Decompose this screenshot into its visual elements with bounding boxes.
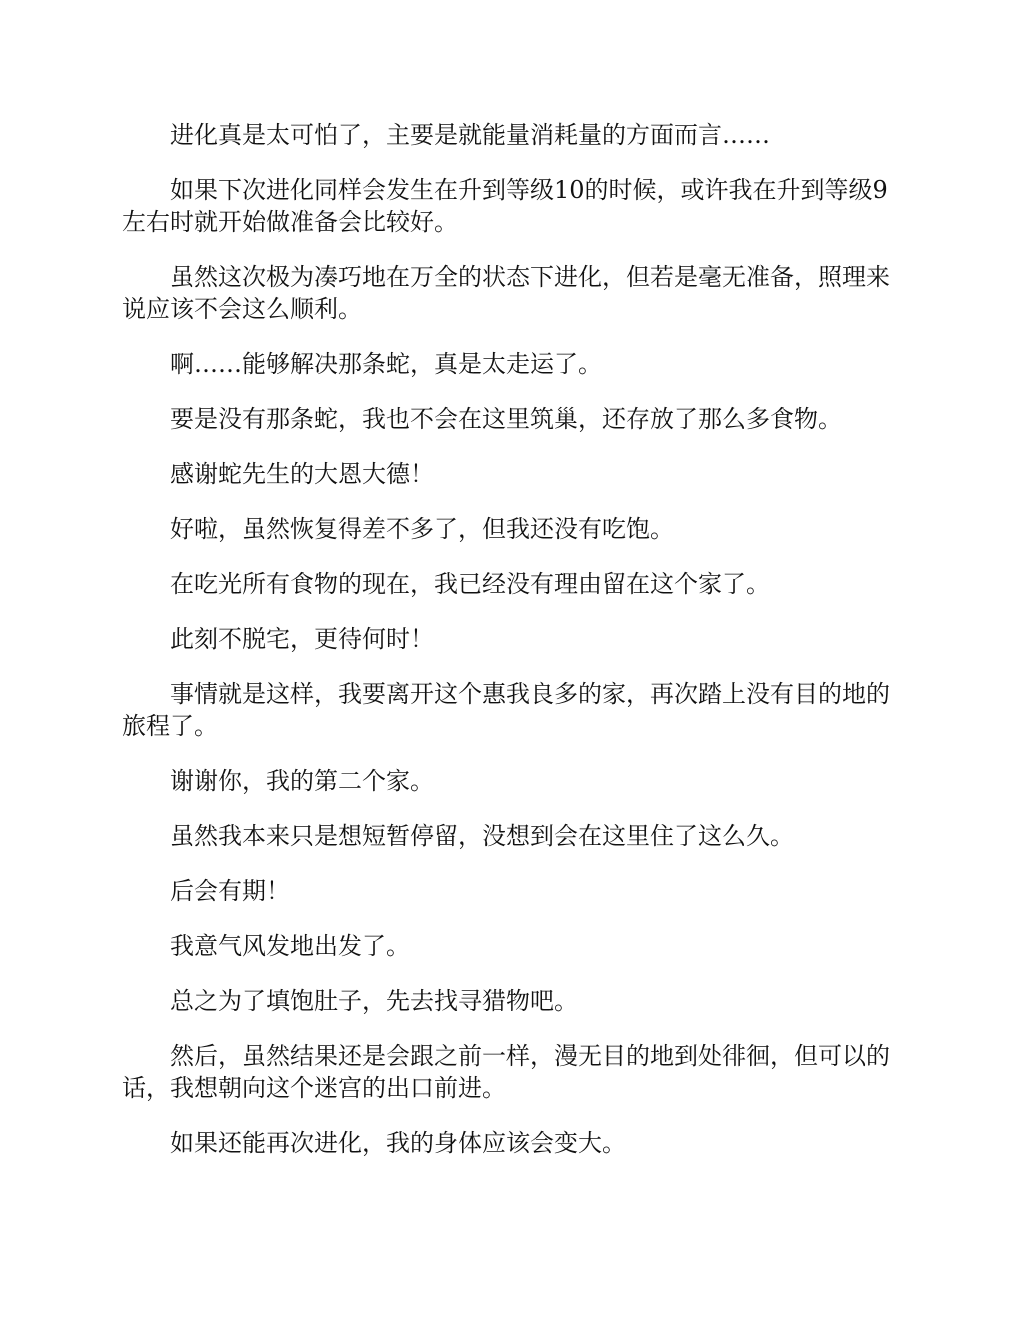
- paragraph: 此刻不脱宅，更待何时！: [170, 625, 434, 653]
- paragraph: 谢谢你，我的第二个家。: [170, 767, 434, 795]
- paragraph: 我意气风发地出发了。: [170, 932, 410, 960]
- paragraph: 如果下次进化同样会发生在升到等级10的时候，或许我在升到等级9左右时就开始做准备会比较好。: [122, 176, 888, 236]
- paragraph: 在吃光所有食物的现在，我已经没有理由留在这个家了。: [170, 570, 770, 598]
- paragraph: 事情就是这样，我要离开这个惠我良多的家，再次踏上没有目的地的旅程了。: [122, 680, 890, 740]
- document-body: [122, 119, 898, 1182]
- paragraph: 感谢蛇先生的大恩大德！: [170, 460, 434, 488]
- paragraph: 然后，虽然结果还是会跟之前一样，漫无目的地到处徘徊，但可以的话，我想朝向这个迷宫的出口前进。: [122, 1042, 890, 1102]
- paragraph: 虽然我本来只是想短暂停留，没想到会在这里住了这么久。: [170, 822, 794, 850]
- paragraph: 如果还能再次进化，我的身体应该会变大。: [170, 1129, 626, 1157]
- paragraph: 好啦，虽然恢复得差不多了，但我还没有吃饱。: [170, 515, 674, 543]
- paragraph: 进化真是太可怕了，主要是就能量消耗量的方面而言……: [170, 121, 770, 149]
- paragraph: 总之为了填饱肚子，先去找寻猎物吧。: [170, 987, 578, 1015]
- paragraph: 啊……能够解决那条蛇，真是太走运了。: [170, 350, 602, 378]
- paragraph: 后会有期！: [170, 877, 290, 905]
- paragraph: 要是没有那条蛇，我也不会在这里筑巢，还存放了那么多食物。: [170, 405, 842, 433]
- paragraph: 虽然这次极为凑巧地在万全的状态下进化，但若是毫无准备，照理来说应该不会这么顺利。: [122, 263, 890, 323]
